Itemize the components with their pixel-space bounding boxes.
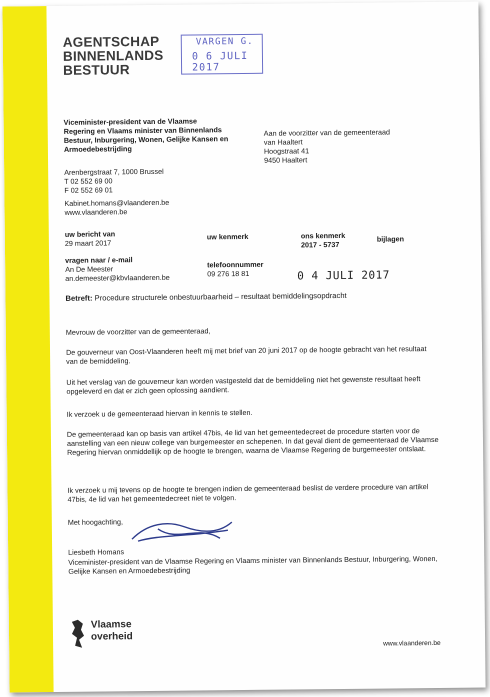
ref-bijlagen: [377, 234, 404, 243]
logo-line-2: BINNENLANDS: [62, 47, 164, 64]
ref-uw-bericht: [65, 229, 116, 248]
sender-line-3: Bestuur, Inburgering, Wonen, Gelijke Kansen en: [63, 134, 229, 145]
vragen-name: An De Meester: [65, 264, 114, 274]
stamp-line-1: VARGEN G.: [195, 36, 254, 48]
body-paragraph-4: De gemeenteraad kan op basis van artikel 47bis, 4e lid van het gemeentedecreet de procedure starten voor de aanstelling van een nieuw college van burgemeester en schepenen. In dat geval dient de gemeenteraad de Vlaamse Regering hiervan onmiddellijk op de hoogte te brengen, waarna de Vlaamse Regering de burgemeester ontslaat.: [66, 426, 439, 457]
agency-logo: [63, 35, 164, 78]
vragen-email: an.demeester@kbvlaanderen.be: [65, 272, 170, 283]
ref-uw-kenmerk: [207, 232, 249, 241]
logo-line-3: BESTUUR: [63, 62, 130, 78]
addressee-line-3: Hoogstraat 41: [263, 146, 310, 156]
subject-text: Procedure structurele onbestuurbaarheid – resultaat bemiddelingsopdracht: [94, 290, 347, 303]
body-paragraph-1: De gouverneur van Oost-Vlaanderen heeft mij met brief van 20 juni 2017 op de hoogte gebracht van het resultaat van de bemiddeling.: [65, 344, 427, 366]
body-paragraph-2: Uit het verslag van de gouverneur kan worden vastgesteld dat de bemiddeling niet het gewenste resultaat heeft opgeleverd en dat er zich geen oplossing aandient.: [66, 374, 421, 396]
uw-kenmerk-label: uw kenmerk: [206, 231, 249, 242]
uw-bericht-value: 29 maart 2017: [64, 238, 112, 248]
handwritten-signature: [128, 516, 238, 547]
brand-line-1: Vlaamse: [90, 619, 132, 631]
ons-kenmerk-label: ons kenmerk: [300, 230, 346, 241]
vragen-label: vragen naar / e-mail: [65, 255, 133, 265]
contact-web: www.vlaanderen.be: [64, 207, 128, 217]
contact-tel: T 02 552 69 00: [64, 176, 113, 186]
ref-vragen: [65, 255, 170, 283]
uw-bericht-label: uw bericht van: [64, 229, 116, 239]
body-paragraph-3: Ik verzoek u de gemeenteraad hiervan in kennis te stellen.: [66, 407, 253, 419]
signer-name: Liesbeth Homans: [68, 547, 125, 557]
contact-email: Kabinet.homans@vlaanderen.be: [64, 197, 170, 208]
subject-label: Betreft:: [65, 293, 93, 303]
contact-address: Arenbergstraat 7, 1000 Brussel: [64, 166, 164, 177]
letter-page: [2, 2, 485, 693]
body-salutation: Mevrouw de voorzitter van de gemeenteraad,: [65, 326, 211, 337]
addressee-line-4: 9450 Haaltert: [263, 155, 308, 165]
telefoon-label: telefoonnummer: [207, 259, 264, 270]
addressee-line-1: Aan de voorzitter van de gemeenteraad: [263, 127, 391, 138]
ref-ons-kenmerk: [301, 231, 346, 249]
contact-fax: F 02 552 69 01: [64, 185, 113, 195]
body-paragraph-5: Ik verzoek u mij tevens op de hoogte te brengen indien de gemeenteraad beslist de verdere procedure van artikel 47bis, 4e lid van het gemeentedecreet niet te volgen.: [67, 482, 429, 504]
logo-line-1: AGENTSCHAP: [62, 33, 160, 50]
body-closing: Met hoogachting,: [67, 517, 124, 527]
yellow-side-band: [2, 6, 53, 692]
ref-telefoon: [207, 260, 263, 279]
signer-title: Viceminister-president van de Vlaamse Regering en Vlaams minister van Binnenlands Bestuur, Inburgering, Wonen, Gelijke Kansen en Armoedebestrijding: [68, 553, 438, 576]
footer-url: www.vlaanderen.be: [383, 639, 441, 648]
sender-line-2: Regering en Vlaams minister van Binnenlands: [63, 125, 222, 136]
ons-kenmerk-value: 2017 - 5737: [300, 239, 340, 250]
telefoon-value: 09 276 18 81: [207, 268, 250, 279]
brand-line-2: overheid: [90, 631, 133, 643]
contact-block: [64, 167, 169, 217]
stamp-date: 0 6 JULI 2017: [191, 50, 249, 74]
letter-date: 0 4 JULI 2017: [297, 268, 390, 283]
flemish-lion-icon: [69, 618, 87, 650]
vlaamse-overheid-logo: [91, 619, 133, 643]
bijlagen-label: bijlagen: [376, 234, 405, 244]
subject-line: [65, 291, 346, 303]
addressee-line-2: van Haaltert: [263, 137, 303, 147]
sender-line-1: Viceminister-president van de Vlaamse: [63, 116, 197, 127]
received-stamp: [181, 34, 263, 75]
addressee-block: [264, 127, 391, 164]
sender-line-4: Armoedebestrijding: [63, 144, 132, 154]
